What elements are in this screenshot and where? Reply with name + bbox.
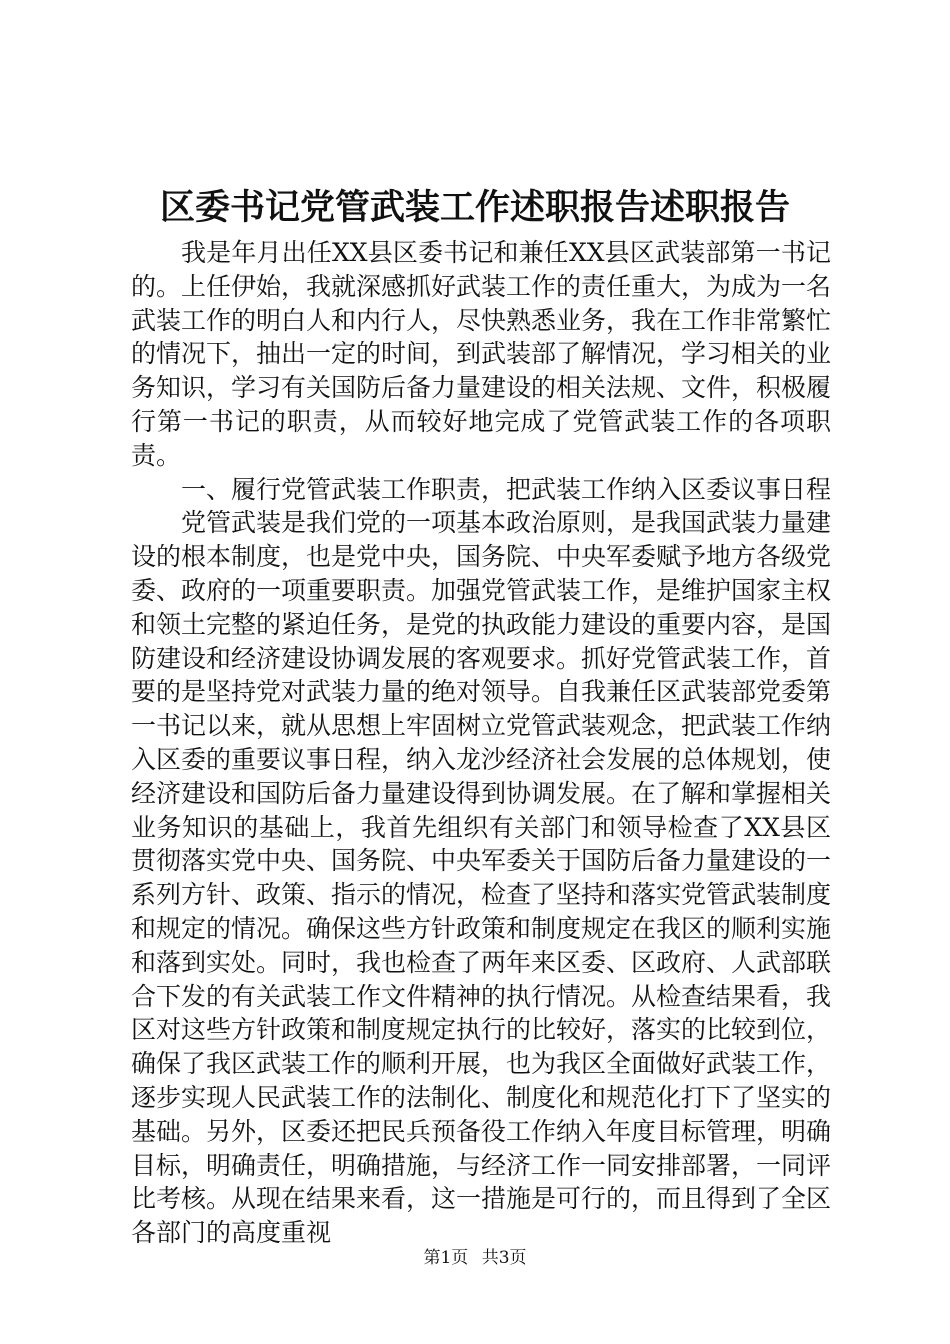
section-heading-1: 一、履行党管武装工作职责，把武装工作纳入区委议事日程 bbox=[181, 474, 832, 504]
document-title: 区委书记党管武装工作述职报告述职报告 bbox=[159, 187, 790, 228]
paragraph-section-1: 党管武装是我们党的一项基本政治原则，是我国武装力量建设的根本制度，也是党中央，国务院、中央军委赋予地方各级党委、政府的一项重要职责。加强党管武装工作，是维护国家主权和领土完整的紧迫任务，是党的执政能力建设的重要内容，是国防建设和经济建设协调发展的客观要求。抓好党管武装工作，首要的是坚持党对武装力量的绝对领导。自我兼任区武装部党委第一书记以来，就从思想上牢固树立党管武装观念，把武装工作纳入区委的重要议事日程，纳入龙沙经济社会发展的总体规划，使经济建设和国防后备力量建设得到协调发展。在了解和掌握相关业务知识的基础上，我首先组织有关部门和领导检查了XX县区贯彻落实党中央、国务院、中央军委关于国防后备力量建设的一系列方针、政策、指示的情况，检查了坚持和落实党管武装制度和规定的情况。确保这些方针政策和制度规定在我区的顺利实施和落到实处。同时，我也检查了两年来区委、区政府、人武部联合下发的有关武装工作文件精神的执行情况。从检查结果看，我区对这些方针政策和制度规定执行的比较好，落实的比较到位，确保了我区武装工作的顺利开展，也为我区全面做好武装工作，逐步实现人民武装工作的法制化、制度化和规范化打下了坚实的基础。另外，区委还把民兵预备役工作纳入年度目标管理，明确目标，明确责任，明确措施，与经济工作一同安排部署，一同评比考核。从现在结果来看，这一措施是可行的，而且得到了全区各部门的高度重视 bbox=[131, 508, 832, 1248]
page-footer bbox=[0, 1247, 950, 1269]
page-total: 共3页 bbox=[481, 1248, 527, 1268]
page-number: 第1页 bbox=[423, 1248, 469, 1268]
paragraph-intro: 我是年月出任XX县区委书记和兼任XX县区武装部第一书记的。上任伊始，我就深感抓好武装工作的责任重大，为成为一名武装工作的明白人和内行人，尽快熟悉业务，我在工作非常繁忙的情况下，抽出一定的时间，到武装部了解情况，学习相关的业务知识，学习有关国防后备力量建设的相关法规、文件，积极履行第一书记的职责，从而较好地完成了党管武装工作的各项职责。 bbox=[131, 238, 832, 470]
document-body bbox=[131, 236, 831, 1250]
